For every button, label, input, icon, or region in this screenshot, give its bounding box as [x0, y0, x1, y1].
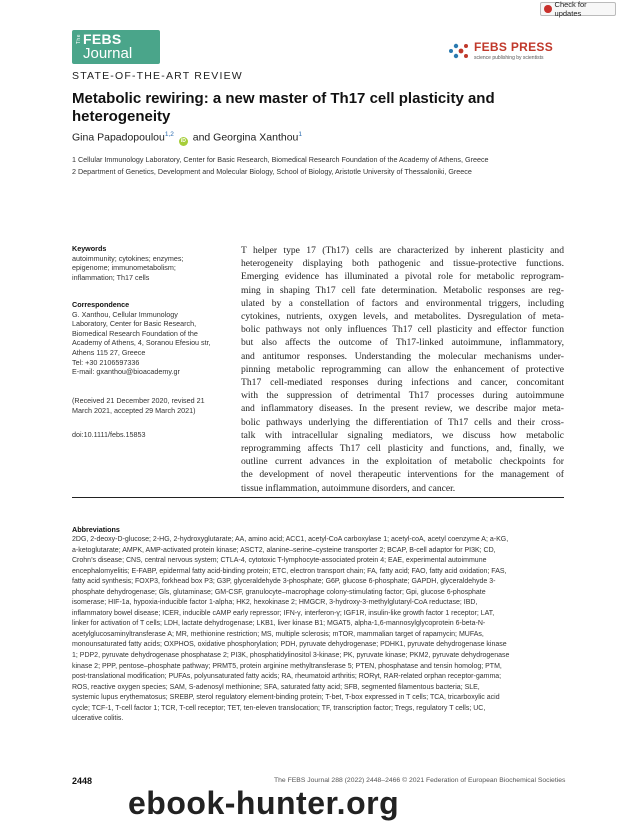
correspondence-email[interactable]: E-mail: gxanthou@bioacademy.gr: [72, 367, 180, 377]
check-for-updates-button[interactable]: [540, 2, 616, 16]
article-type: STATE-OF-THE-ART REVIEW: [72, 70, 243, 82]
febs-press-dots-icon: [448, 42, 470, 60]
correspondence-section: [72, 300, 222, 377]
abstract-line: pinning metabolic reprogramming can allow the enhancement of protective: [241, 363, 564, 375]
correspondence-heading: Correspondence: [72, 300, 130, 309]
publisher-tagline: science publishing by scientists: [474, 55, 544, 61]
affiliation-1: 1 Cellular Immunology Laboratory, Center for Basic Research, Biomedical Research Foundation of the Academy of Athens, Greece: [72, 155, 489, 164]
journal-logo: [72, 30, 160, 64]
dates-line: (Received 21 December 2020, revised 21: [72, 396, 205, 405]
doi-link[interactable]: doi:10.1111/febs.15853: [72, 430, 146, 439]
abbreviations-heading: Abbreviations: [72, 525, 120, 534]
abstract-line: the development of novel therapeutic interventions for the management of: [241, 469, 564, 481]
abbreviation-line: 2DG, 2-deoxy-D-glucose; 2-HG, 2-hydroxyglutarate; AA, amino acid; ACC1, acetyl-CoA carboxylase 1; acetyl-coA, acetyl coenzyme A; a-KG,: [72, 536, 509, 543]
journal-citation: The FEBS Journal 288 (2022) 2448–2466 © 2021 Federation of European Biochemical Societies: [274, 777, 566, 784]
abstract-line: with the suppression of detrimental Th17 processes during autoimmune: [241, 390, 564, 402]
abbreviation-line: a-ketoglutarate; AMPK, AMP-activated protein kinase; ASCT2, alanine–serine–cysteine transporter 2; BCAP, B-cell adaptor for PI3K; CD,: [72, 546, 496, 554]
abbreviation-line: acetylglucosaminyltransferase A; MR, methionine restriction; MS, multiple sclerosis; mTOR, mammalian target of rapamycin; MUFAs,: [72, 630, 484, 638]
abstract-line: and inflammatory diseases. In the present review, we describe major meta-: [241, 403, 564, 415]
abbreviation-line: isomerase; HIF-1a, hypoxia-inducible factor 1-alpha; HK2, hexokinase 2; HMGCR, 3-hydroxy-3-methylglutaryl-CoA reductase; IBD,: [72, 599, 478, 607]
abstract-line: cytokines, nutrients, oxygen levels, and metabolites. Dysregulation of meta-: [241, 311, 564, 323]
abstract-line: talk with intracellular signaling mediators, we discuss how metabolic: [241, 429, 564, 441]
abbreviation-line: ROS, reactive oxygen species; SAM, S-adenosyl methionine; SFA, saturated fatty acid; SFB, segmented filamentous bacteria; SLE,: [72, 683, 480, 691]
abstract-line: reprogramming affects Th17 cell plasticity and functions, and, finally, we: [241, 443, 564, 455]
journal-logo-febs: FEBS: [83, 31, 122, 47]
dates-section: [72, 396, 222, 415]
abbreviation-line: encephalomyelitis; E-FABP, epidermal fatty acid-binding protein; ETC, electron transport chain; FA, fatty acid; FAO, fatty acid oxidation; FAS,: [72, 567, 507, 575]
abbreviation-line: kinase 2; PPP, pentose–phosphate pathway; PRMT5, protein arginine methyltransferase 5; PTEN, phosphatase and tensin homolog; PTM,: [72, 662, 502, 670]
keywords-section: [72, 244, 222, 282]
affiliation-2: 2 Department of Genetics, Development and Molecular Biology, School of Biology, Aristotle University of Thessaloniki, Greece: [72, 167, 472, 176]
crossmark-icon: [544, 5, 552, 13]
correspondence-line: Laboratory, Center for Basic Research,: [72, 319, 197, 329]
author-conjunction[interactable]: and Georgina Xanthou: [192, 131, 299, 144]
keywords-line: autoimmunity; cytokines; enzymes;: [72, 253, 184, 263]
abstract-line: Th17 cell-mediated responses during infections and cancer, concomitant: [241, 377, 564, 389]
abbreviation-line: ulcerative colitis.: [72, 715, 124, 723]
publisher-logo: [448, 40, 558, 66]
abbreviation-line: Crohn’s disease; CNS, central nervous system; CTLA-4, cytotoxic T-lymphocyte-associated protein 4; EAE, experimental autoimmune: [72, 557, 487, 565]
author-list: [72, 131, 302, 146]
abstract-line: Emerging evidence has illuminated a pivotal role for metabolic reprogram-: [241, 271, 564, 283]
abstract-line: heterogeneity displaying both pathogenic and tissue-protective functions.: [241, 258, 564, 270]
abbreviation-line: fatty acid synthesis; FOXP3, forkhead box P3; G3P, glyceraldehyde 3-phosphate; G6P, glucose 6-phosphate; GAPDH, glyceraldehyde 3-: [72, 578, 496, 586]
keywords-line: epigenome; immunometabolism;: [72, 263, 176, 273]
abbreviation-line: 1; PDP2, pyruvate dehydrogenase phosphatase 2; PI3K, phosphatidylinositol 3-kinase; PK, pyruvate kinase; PKM2, pyruvate dehydrogenase: [72, 652, 510, 660]
abstract-line: tissue inflammation, autoimmune disorders, and cancer.: [241, 482, 456, 494]
correspondence-line: G. Xanthou, Cellular Immunology: [72, 309, 178, 319]
abstract-line: bolic pathways underlying the differentiation of Th17 cells and their cross-: [241, 416, 564, 428]
abstract-line: T helper type 17 (Th17) cells are characterized by inherent plasticity and: [241, 245, 564, 256]
correspondence-line: Athens 115 27, Greece: [72, 347, 146, 357]
abstract: [241, 244, 564, 495]
orcid-icon[interactable]: iD: [180, 137, 186, 144]
section-divider: [72, 497, 564, 498]
correspondence-line: Biomedical Research Foundation of the: [72, 328, 198, 338]
watermark: ebook-hunter.org: [128, 785, 400, 821]
publisher-name: FEBS PRESS: [474, 40, 554, 54]
abbreviation-line: systemic lupus erythematosus; SREBP, sterol regulatory element-binding protein; T-bet, T-box expressed in T cells; TCA, tricarboxylic acid: [72, 694, 500, 702]
correspondence-line: Tel: +30 2106597336: [72, 357, 140, 367]
journal-logo-name: Journal: [83, 45, 133, 62]
abstract-line: and antitumor responses. Understanding the molecular mechanisms under-: [241, 350, 564, 362]
abbreviation-line: monounsaturated fatty acids; OXPHOS, oxidative phosphorylation; PDH, pyruvate dehydrogenase; PDHK1, pyruvate dehydrogenase kinase: [72, 641, 507, 649]
abbreviations-list: [72, 535, 564, 725]
page-number: 2448: [72, 776, 93, 786]
author-name[interactable]: Gina Papadopoulou: [72, 131, 165, 144]
abbreviation-line: phosphate dehydrogenase; Gls, glutaminase; GM-CSF, granulocyte–macrophage colony-stimulating factor; Gpi, glucose 6-phosphate: [72, 588, 486, 596]
abstract-line: ming in shaping Th17 cell fate determination. Metabolic responses are reg-: [241, 284, 564, 296]
check-for-updates-label: Check for updates: [554, 0, 587, 18]
abbreviation-line: inflammatory bowel disease; ICER, inducible cAMP early repressor; IFN-γ, interferon-γ; IGF1R, insulin-like growth factor 1 receptor; LAT,: [72, 609, 495, 617]
abbreviation-line: post-translational modification; PUFAs, polyunsaturated fatty acids; RA, rheumatoid arthritis; RORγt, RAR-related orphan receptor-gamma;: [72, 673, 502, 681]
keywords-line: inflammation; Th17 cells: [72, 272, 150, 282]
correspondence-line: Academy of Athens, 4, Soranou Efesiou str,: [72, 338, 211, 348]
journal-logo-the: The: [76, 34, 82, 45]
doi-section: [72, 430, 222, 440]
dates-line: March 2021, accepted 29 March 2021): [72, 405, 196, 415]
article-title: Metabolic rewiring: a new master of Th17 cell plasticity and heterogeneity: [72, 90, 495, 125]
abstract-line: but also affects the outcome of Th17-linked autoimmune, inflammatory,: [241, 337, 564, 349]
abbreviation-line: cycle; TCF-1, T-cell factor 1; TCR, T-cell receptor; TET, ten-eleven translocation; TF, transcription factor; Tregs, regulatory T cells; UC,: [72, 704, 486, 712]
keywords-heading: Keywords: [72, 244, 107, 253]
author-affiliation-sup: 1,2: [164, 131, 174, 138]
abstract-line: bolic pathways not only influences Th17 cell plasticity and effector function: [241, 324, 564, 336]
author-affiliation-sup: 1: [298, 131, 303, 138]
abstract-line: outline current advances in the exploitation of metabolic checkpoints for: [241, 456, 564, 468]
abbreviation-line: linker for activation of T cells; LDH, lactate dehydrogenase; LKB1, liver kinase B1; MGAT5, alpha-1,6-mannosylglycoprotein 6-beta-N-: [72, 620, 486, 628]
abstract-line: ulated by a constellation of factors and environmental triggers, including: [241, 297, 564, 309]
